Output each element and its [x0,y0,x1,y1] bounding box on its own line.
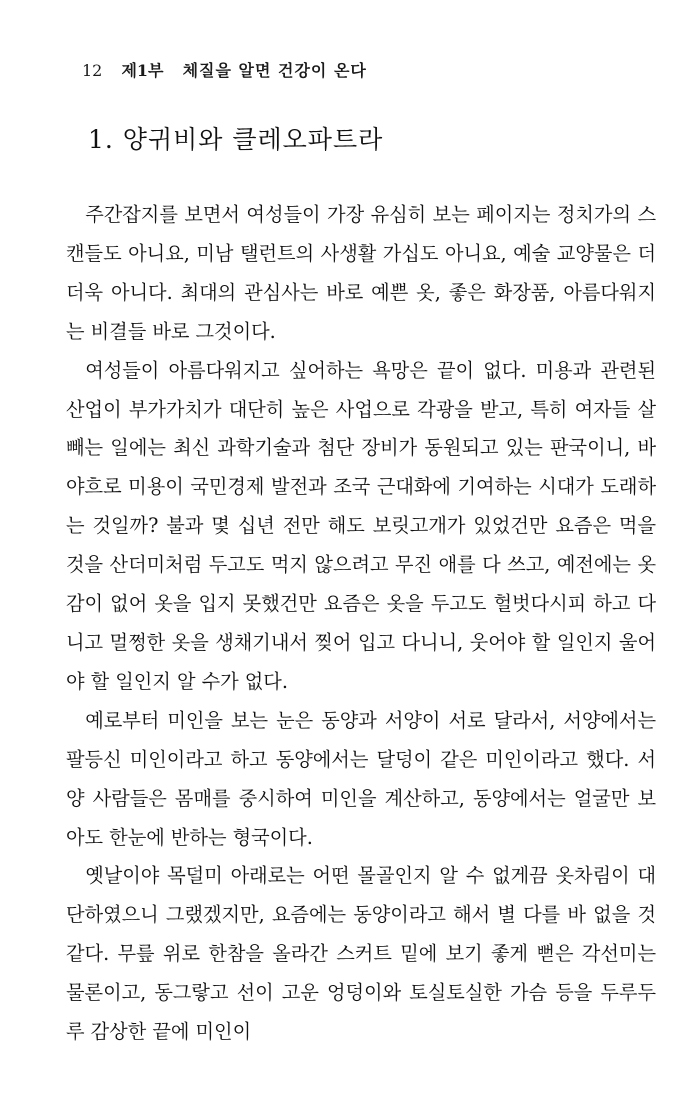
paragraph: 주간잡지를 보면서 여성들이 가장 유심히 보는 페이지는 정치가의 스캔들도 아니요, 미남 탤런트의 사생활 가십도 아니요, 예술 교양물은 더더욱 아니다. 최대의 관심사는 바로 예쁜 옷, 좋은 화장품, 아름다워지는 비결들 바로 그것이다. [66,203,656,343]
paragraph: 옛날이야 목덜미 아래로는 어떤 몰골인지 알 수 없게끔 옷차림이 대단하였으니 그랬겠지만, 요즘에는 동양이라고 해서 별 다를 바 없을 것 같다. 무릎 위로 한참을 올라간 스커트 밑에 보기 좋게 뻗은 각선미는 물론이고, 동그랗고 선이 고운 엉덩이와 토실토실한 가슴 등을 두루두루 감상한 끝에 미인이 [66,864,656,1044]
paragraph: 여성들이 아름다워지고 싶어하는 욕망은 끝이 없다. 미용과 관련된 산업이 부가가치가 대단히 높은 사업으로 각광을 받고, 특히 여자들 살빼는 일에는 최신 과학기술과 첨단 장비가 동원되고 있는 판국이니, 바야흐로 미용이 국민경제 발전과 조국 근대화에 기여하는 시대가 도래하는 것일까? 불과 몇 십년 전만 해도 보릿고개가 있었건만 요즘은 먹을 것을 산더미처럼 두고도 먹지 않으려고 무진 애를 다 쓰고, 예전에는 옷감이 없어 옷을 입지 못했건만 요즘은 옷을 두고도 헐벗다시피 하고 다니고 멀쩡한 옷을 생채기내서 찢어 입고 다니니, 웃어야 할 일인지 울어야 할 일인지 알 수가 없다. [66,358,656,693]
chapter-title: 1. 양귀비와 클레오파트라 [88,125,384,154]
part-label: 제1부 [121,61,164,80]
body-text [66,196,656,1052]
page-number: 12 [82,61,103,80]
paragraph: 예로부터 미인을 보는 눈은 동양과 서양이 서로 달라서, 서양에서는 팔등신 미인이라고 하고 동양에서는 달덩이 같은 미인이라고 했다. 서양 사람들은 몸매를 중시하여 미인을 계산하고, 동양에서는 얼굴만 보아도 한눈에 반하는 형국이다. [66,708,656,849]
part-title: 체질을 알면 건강이 온다 [182,61,367,80]
running-header [82,58,367,81]
